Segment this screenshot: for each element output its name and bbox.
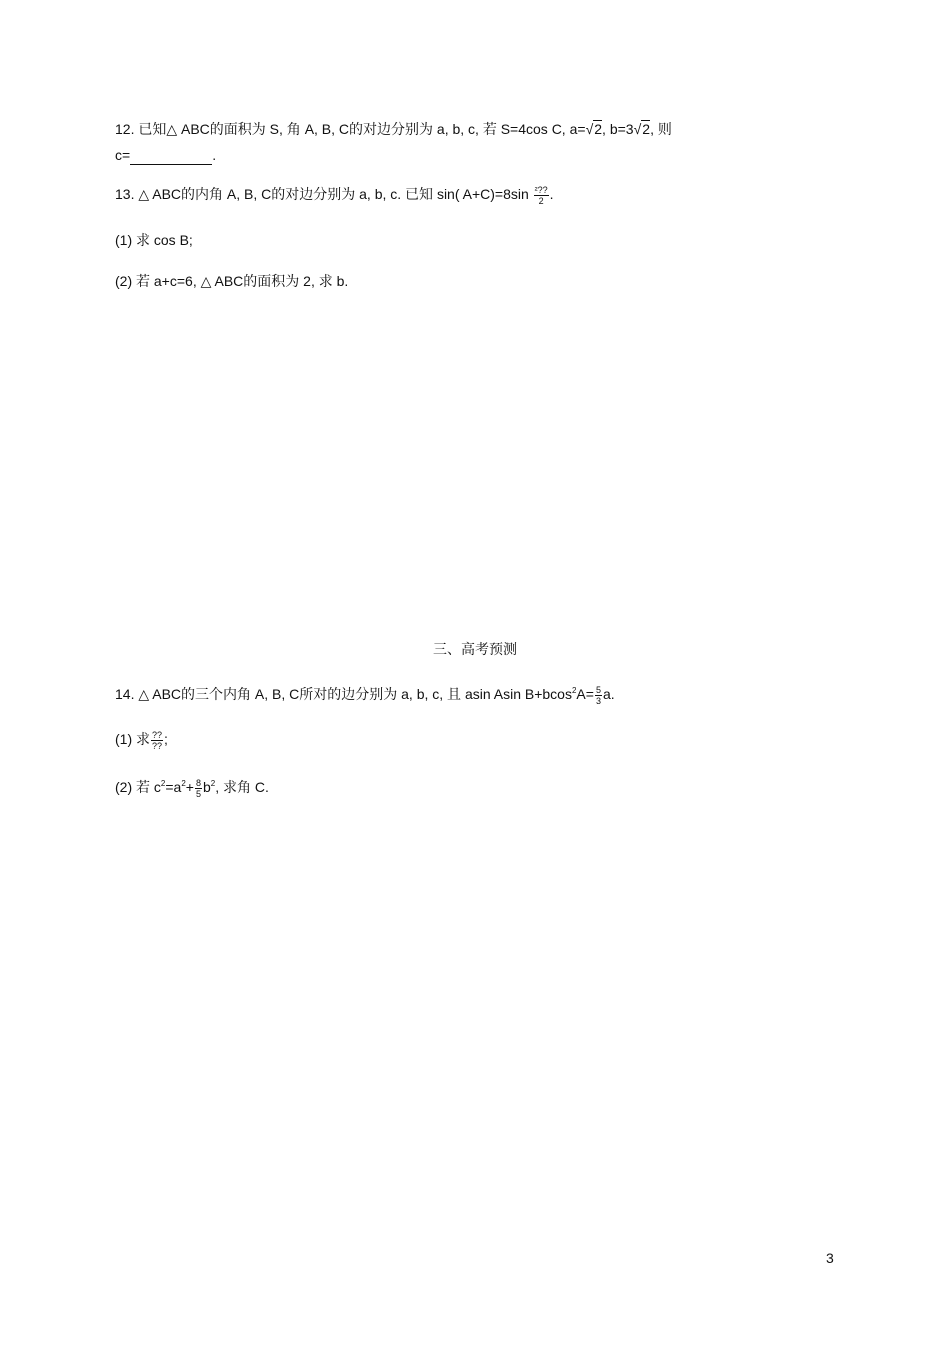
q12-text: 12. 已知△ ABC的面积为 S, 角 A, B, C的对边分别为 a, b, c, 若 S=4cos C, a= [115, 121, 586, 137]
q14-fraction [595, 685, 602, 706]
fraction-numerator: 5 [595, 684, 601, 695]
q14-part2-text: (2) 若 c [115, 779, 161, 795]
q12-c-end: . [212, 147, 217, 163]
fraction-numerator: 8 [195, 777, 201, 788]
q12-line2 [115, 145, 216, 165]
fraction-denominator: ?? [152, 740, 163, 751]
superscript: 2 [181, 779, 186, 788]
superscript: 2 [571, 686, 577, 695]
answer-blank [130, 150, 212, 165]
fraction-numerator: ?? [152, 729, 163, 740]
q13-stem [115, 184, 554, 206]
page-number: 3 [826, 1250, 834, 1266]
q12-b-radicand: 2 [642, 121, 651, 137]
q14-stem [115, 684, 615, 706]
q12-line1 [115, 119, 672, 139]
q13-end: . [549, 186, 554, 202]
fraction-denominator: 5 [195, 788, 201, 799]
q14-part2-text-e: , 求角 C. [215, 779, 269, 795]
q14-part1-suffix: ; [164, 731, 168, 747]
q14-part1-prefix: (1) 求 [115, 731, 150, 747]
q12-c-label: c= [115, 147, 131, 163]
q14-part1-fraction [151, 730, 163, 751]
q12-text-b: , b=3 [602, 121, 634, 137]
sqrt-sign: √ [585, 121, 594, 137]
q14-part2-fraction [195, 778, 202, 799]
q14-part1 [115, 729, 168, 751]
q13-text: 13. △ ABC的内角 A, B, C的对边分别为 a, b, c. 已知 sin( A+C)=8sin [115, 186, 529, 202]
superscript: 2 [160, 779, 166, 788]
q14-part2-text-c: + [185, 779, 194, 795]
q14-text-b: A= [576, 686, 594, 702]
sqrt-sign: √ [633, 121, 642, 137]
fraction-denominator: 2 [538, 195, 544, 206]
q14-part2-text-d: b [202, 779, 211, 795]
q12-text-c: , 则 [650, 121, 672, 137]
q13-fraction [534, 185, 549, 206]
q12-a-radicand: 2 [594, 121, 603, 137]
section-title: 三、高考预测 [433, 641, 517, 657]
fraction-denominator: 3 [595, 695, 601, 706]
q13-part1: (1) 求 cos B; [115, 232, 193, 248]
superscript: 2 [210, 779, 216, 788]
q14-text: 14. △ ABC的三个内角 A, B, C所对的边分别为 a, b, c, 且 asin Asin B+bcos [115, 686, 572, 702]
q14-text-c: a. [602, 686, 615, 702]
fraction-numerator: ²?? [534, 184, 548, 195]
q14-part2-text-b: =a [165, 779, 182, 795]
q14-part2 [115, 777, 269, 799]
q13-part2: (2) 若 a+c=6, △ ABC的面积为 2, 求 b. [115, 273, 349, 289]
